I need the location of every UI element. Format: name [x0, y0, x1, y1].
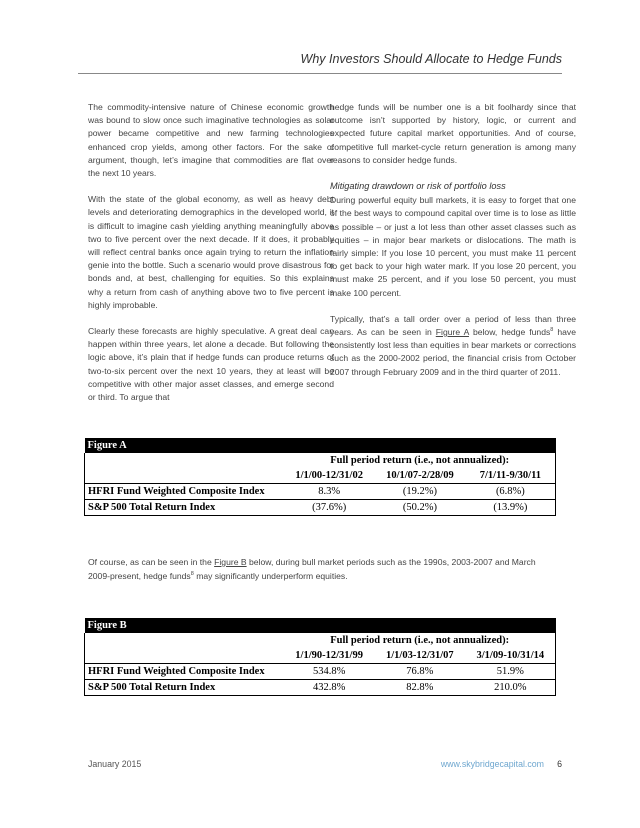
figure-b-cell: 76.8%: [406, 666, 434, 677]
figure-a-col-header: 10/1/07-2/28/09: [374, 468, 466, 484]
figure-a-row-label: HFRI Fund Weighted Composite Index: [85, 484, 285, 500]
figure-b-cell: 82.8%: [374, 680, 466, 696]
figure-a-col-header: 1/1/00-12/31/02: [284, 468, 374, 484]
left-column: [88, 101, 334, 417]
figure-a-col-header: 7/1/11-9/30/11: [466, 468, 556, 484]
paragraph-typically: [330, 313, 576, 379]
figure-b-cell: 51.9%: [466, 664, 556, 680]
footer-date: January 2015: [88, 759, 142, 769]
page-number: 6: [557, 759, 562, 769]
paragraph-continuation: hedge funds will be number one is a bit foolhardy since that outcome isn’t supported by history, logic, or current and expected future capital market opportunities. And of course, competitive full market-cycle return generation is among many reasons to consider hedge funds.: [330, 102, 576, 165]
figure-a-cell: (13.9%): [466, 500, 556, 516]
figure-b-title: Figure B: [85, 618, 556, 633]
figure-b-table: [84, 618, 556, 696]
footnote-ref: 8: [550, 327, 554, 334]
figure-a-cell: (19.2%): [402, 486, 437, 497]
paragraph-forecasts: Clearly these forecasts are highly speculative. A great deal can happen within three years, let alone a decade. But following the logic above, it’s plain that if hedge funds can produce returns of two-to-six percent over the next 10 years, they at least will be competitive with other major asset classes, and emerge second or third. To argue that: [88, 326, 334, 403]
figure-a-cell: (6.8%): [466, 484, 556, 500]
figure-a-table: [84, 438, 556, 516]
figure-a-period-header: Full period return (i.e., not annualized):: [284, 453, 555, 468]
figure-a-cell: 8.3%: [318, 486, 341, 497]
figure-b-cell: 432.8%: [284, 680, 374, 696]
figure-b-col-header: 1/1/03-12/31/07: [374, 648, 466, 664]
paragraph-drawdown: During powerful equity bull markets, it is easy to forget that one of the best ways to compound capital over time is to lose as little as possible – or just a lot less than other asset classes such as equities – in major bear markets or dislocations. The math is fairly simple: If you lose 10 percent, you must make 11 percent to get back to your high water mark. If you lose 20 percent, you must make 25 percent, and if you lose 50 percent, you must make 100 percent.: [330, 195, 576, 298]
figure-b-row-label: S&P 500 Total Return Index: [85, 680, 285, 696]
footnote-ref: 8: [190, 570, 194, 577]
text-span: Typically, that’s a tall order over a period of less than three years. As can be seen in: [330, 313, 576, 338]
text-span: below, hedge funds: [472, 327, 551, 338]
text-span: have consistently lost less than equities in bear markets or corrections such as the 2000-2002 period, the financial crisis from October 2007 through February 2009 and in the third quarter of 2011.: [330, 327, 576, 377]
footer-website-link[interactable]: www.skybridgecapital.com: [440, 759, 544, 769]
text-span: Of course, as can be seen in the: [88, 557, 212, 567]
figure-a-title: Figure A: [85, 438, 556, 453]
header-rule: [78, 73, 562, 74]
paragraph-bull-markets: [88, 556, 558, 583]
right-column: [330, 101, 576, 392]
figure-b-cell: 210.0%: [466, 680, 556, 696]
figure-b-link[interactable]: Figure B: [214, 557, 247, 567]
figure-b-row-label: HFRI Fund Weighted Composite Index: [85, 664, 285, 680]
figure-a-cell: (37.6%): [284, 500, 374, 516]
text-span: may significantly underperform equities.: [196, 570, 348, 581]
figure-b-col-header: 1/1/90-12/31/99: [284, 648, 374, 664]
figure-b-cell: 534.8%: [312, 666, 346, 677]
figure-a-row-label: S&P 500 Total Return Index: [85, 500, 285, 516]
subheading-drawdown: Mitigating drawdown or risk of portfolio loss: [330, 181, 506, 192]
figure-b-col-header: 3/1/09-10/31/14: [466, 648, 556, 664]
figure-a-link[interactable]: Figure A: [435, 327, 469, 338]
running-header-title: Why Investors Should Allocate to Hedge Funds: [300, 52, 562, 66]
paragraph-cash-yield: With the state of the global economy, as well as heavy debt levels and deteriorating demographics in the developed world, it is difficult to imagine cash yielding anything meaningfully above two to five percent over the next decade. If it does, it probably will reflect central banks once again trying to return the inflation genie into the bottle. Such a scenario would prove disastrous for bonds and, at best, challenging for equities. So this explains why a return from cash of anything above two to five percent is highly improbable.: [88, 194, 334, 310]
paragraph-commodities: The commodity-intensive nature of Chinese economic growth was bound to slow once such imaginative technologies as solar power became competitive and new farming technologies enhanced crop yields, among other factors. For the sake of argument, though, let’s imagine that commodities are flat over the next 10 years.: [88, 102, 334, 179]
text-span: below, during bull market periods such as the 1990s, 2003-2007 and March 2009-present, hedge funds: [88, 557, 536, 581]
figure-b-period-header: Full period return (i.e., not annualized):: [284, 633, 555, 648]
figure-a-cell: (50.2%): [374, 500, 466, 516]
